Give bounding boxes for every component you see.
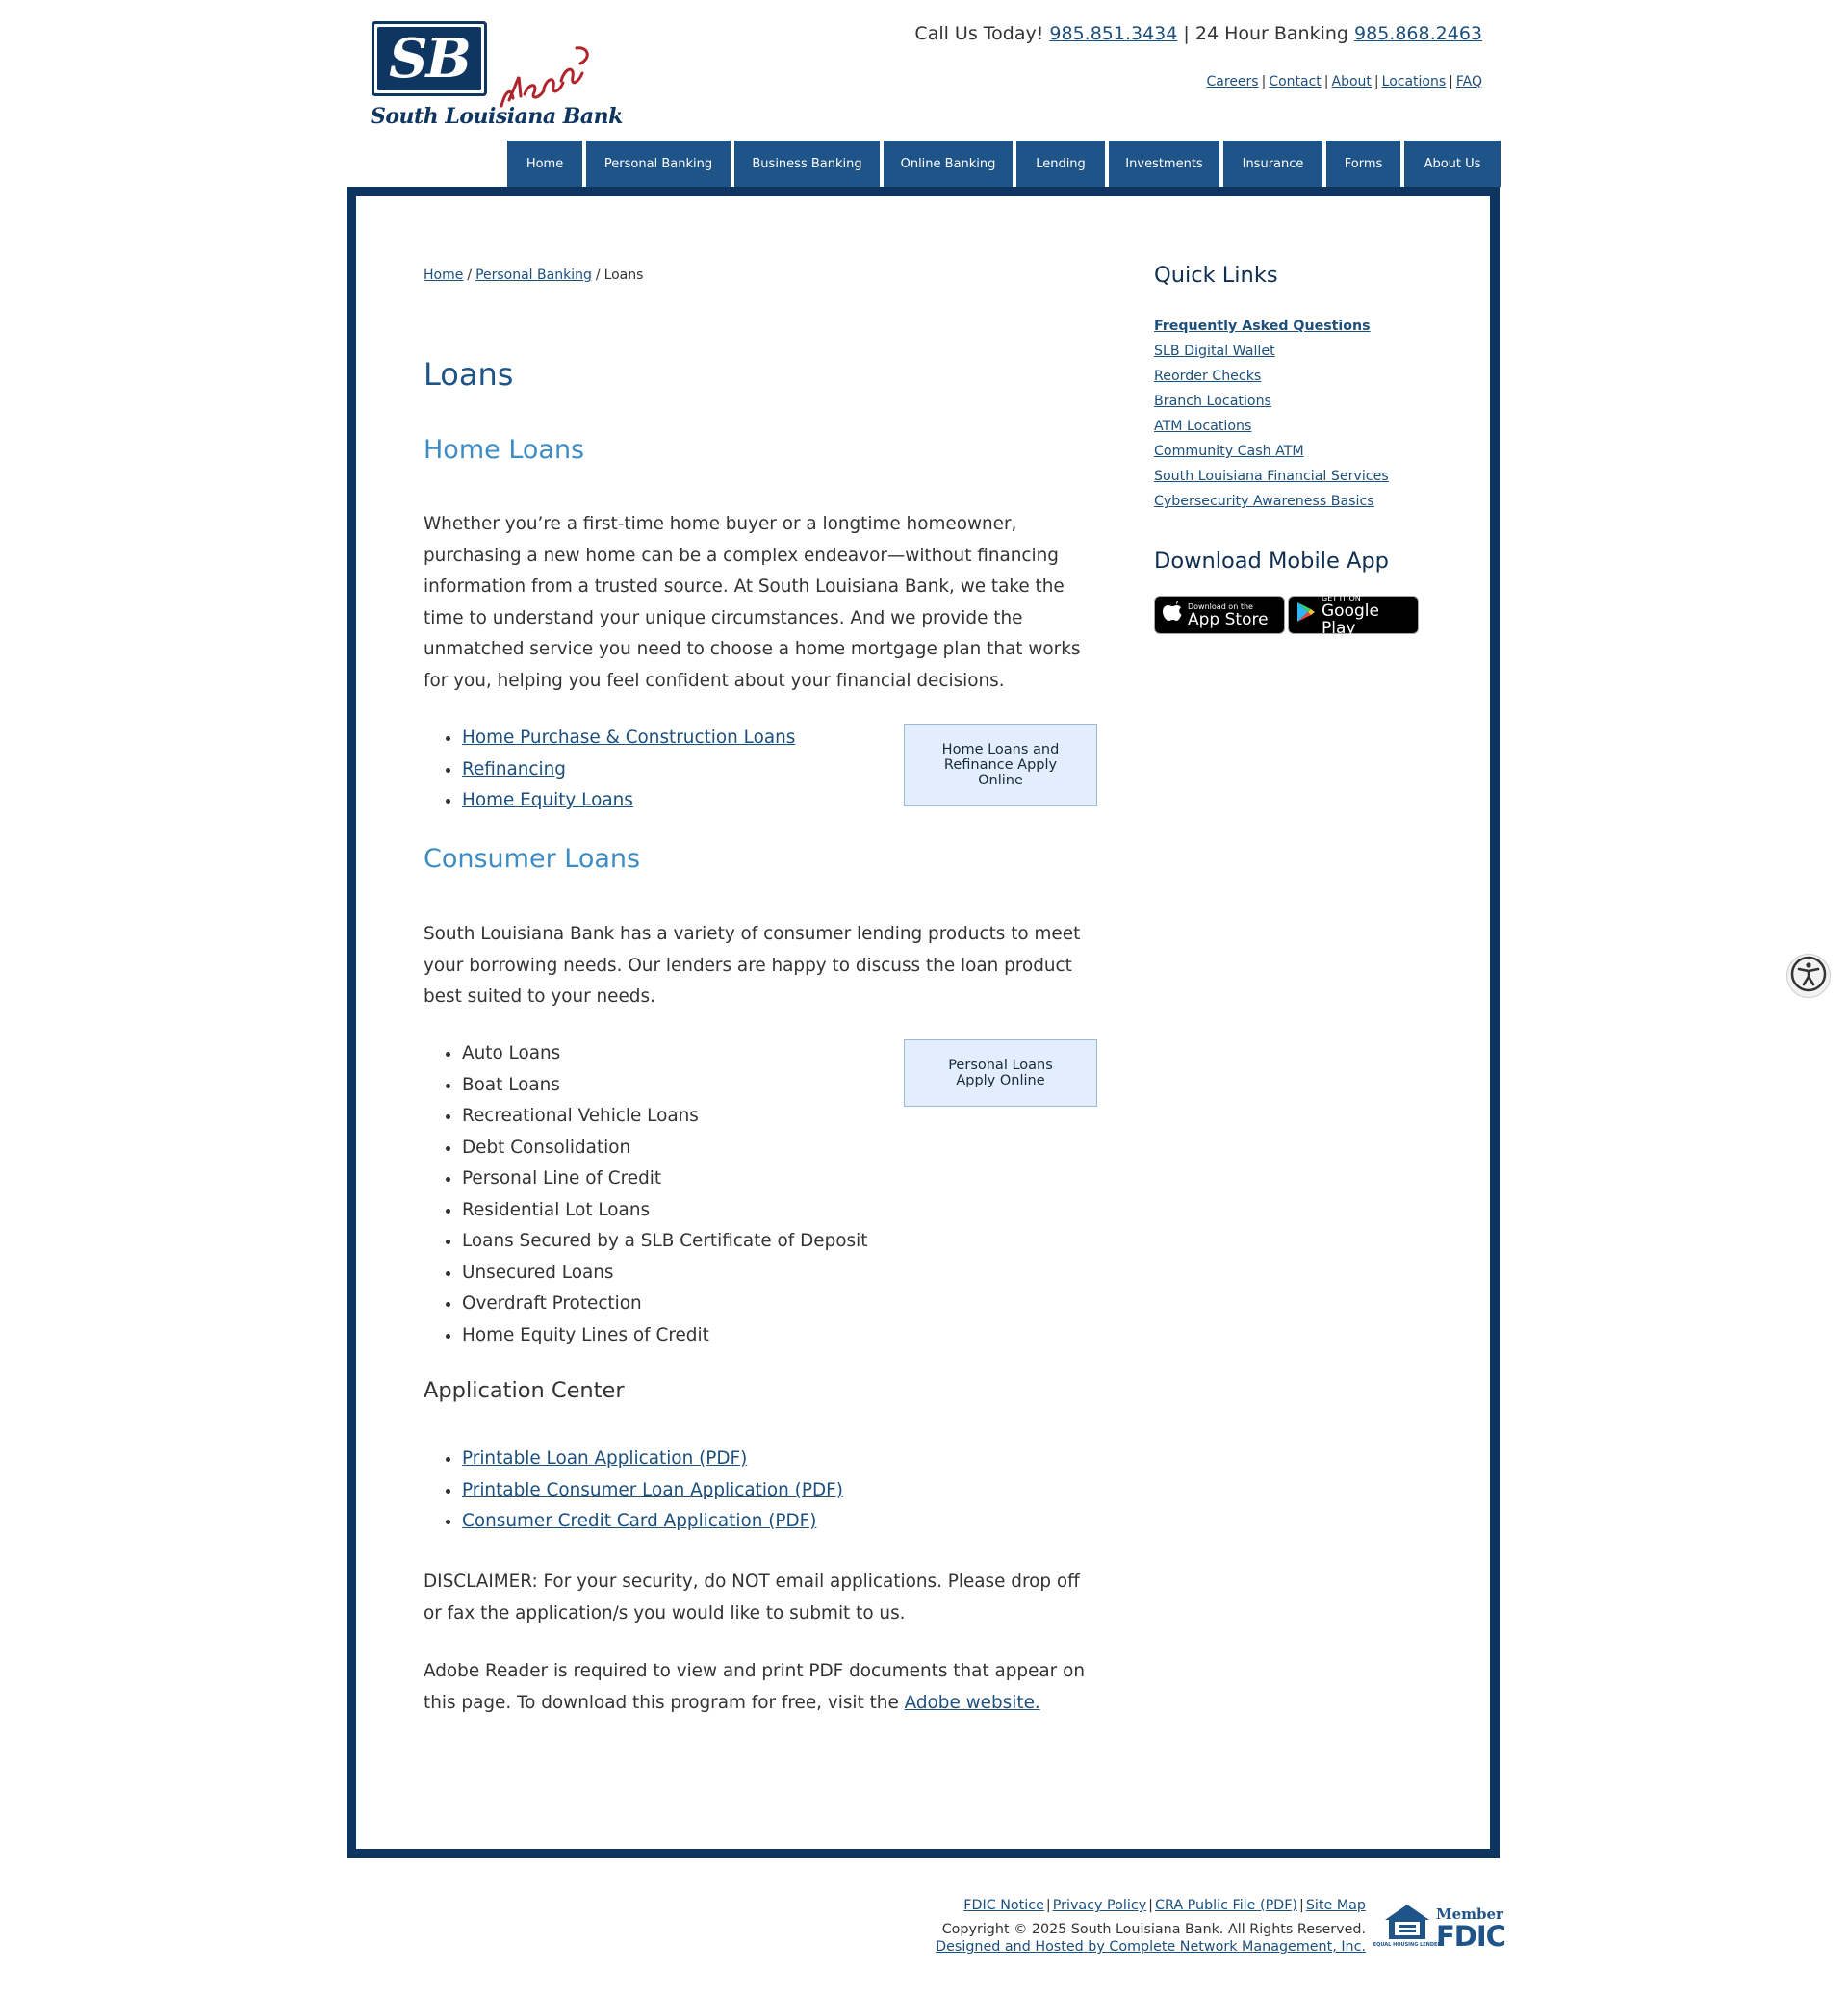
equal-housing-lender-icon	[1373, 1903, 1442, 1953]
list-item: • Recreational Vehicle Loans	[462, 1101, 867, 1133]
adobe-paragraph	[424, 1656, 1102, 1719]
footer-link-fdic-notice[interactable]: FDIC Notice	[963, 1898, 1044, 1913]
nav-item-lending[interactable]: Lending	[1016, 141, 1105, 187]
util-link-faq[interactable]: FAQ	[1455, 74, 1482, 89]
list-item	[1154, 464, 1389, 489]
application-center-heading: Application Center	[424, 1378, 625, 1403]
list-item	[1154, 339, 1389, 364]
list-item	[462, 1444, 843, 1475]
logo-monogram-box	[372, 21, 487, 96]
util-sep: |	[1261, 74, 1267, 89]
home-loans-apply-button[interactable]: Home Loans and Refinance Apply Online	[904, 724, 1097, 806]
consumer-loans-paragraph: South Louisiana Bank has a variety of consumer lending products to meet your borrowing needs. Our lenders are happy to discuss the loan product best suited to your needs.	[424, 924, 1081, 1007]
home-loans-list	[462, 723, 795, 817]
list-item: • Home Equity Lines of Credit	[462, 1320, 867, 1352]
ehl-label: EQUAL HOUSING LENDER	[1373, 1942, 1442, 1948]
call-number-link[interactable]: 985.851.3434	[1049, 23, 1178, 44]
utility-links	[1207, 74, 1482, 89]
apple-icon	[1163, 601, 1182, 629]
quick-link-community-cash-atm[interactable]: Community Cash ATM	[1154, 444, 1304, 459]
list-item: • Overdraft Protection	[462, 1289, 867, 1320]
util-sep: |	[1449, 74, 1453, 89]
google-play-icon	[1296, 601, 1316, 628]
fdic-member-logo	[1436, 1905, 1505, 1953]
list-item: • Unsecured Loans	[462, 1258, 867, 1290]
app-store-badge[interactable]	[1154, 596, 1285, 634]
footer-link-site-map[interactable]: Site Map	[1305, 1898, 1366, 1913]
app-store-small: Download on the	[1188, 601, 1253, 611]
download-app-heading: Download Mobile App	[1154, 549, 1389, 574]
quick-link-cybersecurity[interactable]: Cybersecurity Awareness Basics	[1154, 494, 1374, 509]
home-purchase-link[interactable]: Home Purchase & Construction Loans	[462, 728, 796, 748]
footer-links	[963, 1898, 1366, 1913]
util-sep: |	[1323, 74, 1329, 89]
breadcrumb-sep: /	[467, 268, 473, 283]
designed-by-link[interactable]: Designed and Hosted by Complete Network Management, Inc.	[936, 1939, 1366, 1955]
list-item	[462, 1506, 843, 1538]
main-nav	[507, 141, 1501, 187]
list-item: • Boat Loans	[462, 1070, 867, 1102]
list-item: • Residential Lot Loans	[462, 1195, 867, 1227]
logo-monogram: SB	[377, 27, 481, 90]
phone-divider: |	[1183, 23, 1190, 44]
call-label: Call Us Today!	[914, 23, 1044, 44]
list-item	[1154, 389, 1389, 414]
footer-sep: |	[1148, 1898, 1153, 1913]
app-store-text	[1188, 602, 1269, 628]
list-item	[462, 785, 795, 817]
nav-item-insurance[interactable]: Insurance	[1223, 141, 1322, 187]
list-item	[462, 754, 795, 786]
disclaimer-text: DISCLAIMER: For your security, do NOT email applications. Please drop off or fax the application/s you would like to submit to us.	[424, 1572, 1080, 1623]
list-item	[462, 723, 795, 754]
util-link-locations[interactable]: Locations	[1381, 74, 1447, 89]
app-store-big: App Store	[1188, 609, 1269, 629]
bank-logo[interactable]	[371, 19, 623, 133]
accessibility-icon	[1790, 956, 1827, 996]
util-link-about[interactable]: About	[1331, 74, 1372, 89]
footer-link-privacy-policy[interactable]: Privacy Policy	[1052, 1898, 1147, 1913]
adobe-website-link[interactable]: Adobe website.	[904, 1692, 1040, 1713]
nav-item-forms[interactable]: Forms	[1326, 141, 1400, 187]
footer-link-cra-public-file[interactable]: CRA Public File (PDF)	[1155, 1898, 1297, 1913]
quick-link-faq[interactable]: Frequently Asked Questions	[1154, 319, 1371, 334]
breadcrumb	[424, 268, 643, 283]
home-loans-heading: Home Loans	[424, 435, 585, 465]
copyright-text: Copyright © 2025 South Louisiana Bank. All Rights Reserved.	[941, 1922, 1366, 1937]
fdic-text: FDIC	[1436, 1920, 1505, 1953]
personal-loans-apply-button[interactable]: Personal Loans Apply Online	[904, 1039, 1097, 1107]
consumer-loan-application-pdf-link[interactable]: Printable Consumer Loan Application (PDF)	[462, 1479, 843, 1500]
list-item	[1154, 439, 1389, 464]
list-item	[1154, 364, 1389, 389]
quick-link-atm-locations[interactable]: ATM Locations	[1154, 419, 1252, 434]
consumer-loans-heading: Consumer Loans	[424, 844, 641, 874]
logo-wordmark: South Louisiana Bank	[371, 104, 623, 129]
google-play-text	[1322, 594, 1410, 637]
quick-link-branch-locations[interactable]: Branch Locations	[1154, 394, 1271, 409]
list-item	[1154, 314, 1389, 339]
list-item: • Debt Consolidation	[462, 1133, 867, 1164]
list-item: • Auto Loans	[462, 1038, 867, 1070]
page-title: Loans	[424, 356, 514, 393]
nav-item-about-us[interactable]: About Us	[1404, 141, 1501, 187]
accessibility-button[interactable]	[1786, 954, 1831, 998]
quick-links-list	[1154, 314, 1389, 514]
footer-sep: |	[1299, 1898, 1304, 1913]
nav-item-home[interactable]: Home	[507, 141, 582, 187]
google-play-badge[interactable]	[1288, 593, 1419, 638]
refinancing-link[interactable]: Refinancing	[462, 758, 566, 780]
credit-card-application-pdf-link[interactable]: Consumer Credit Card Application (PDF)	[462, 1511, 817, 1531]
banking-number-link[interactable]: 985.868.2463	[1354, 23, 1482, 44]
util-sep: |	[1373, 74, 1379, 89]
consumer-loans-list	[462, 1038, 867, 1351]
application-center-list	[462, 1444, 843, 1538]
quick-link-digital-wallet[interactable]: SLB Digital Wallet	[1154, 344, 1275, 359]
quick-link-reorder-checks[interactable]: Reorder Checks	[1154, 369, 1262, 384]
list-item	[1154, 414, 1389, 439]
list-item	[462, 1475, 843, 1507]
home-equity-link[interactable]: Home Equity Loans	[462, 790, 633, 810]
breadcrumb-current: Loans	[603, 268, 644, 283]
banking-label: 24 Hour Banking	[1194, 23, 1348, 44]
breadcrumb-home[interactable]: Home	[424, 268, 464, 283]
phone-line	[914, 23, 1482, 44]
nav-item-business-banking[interactable]: Business Banking	[734, 141, 880, 187]
list-item: • Personal Line of Credit	[462, 1163, 867, 1195]
adobe-text: Adobe Reader is required to view and print PDF documents that appear on this page. To download this program for free, visit the	[424, 1661, 1085, 1713]
home-loans-paragraph: Whether you’re a first-time home buyer or a longtime homeowner, purchasing a new home can be a complex endeavor—without financing information from a trusted source. At South Louisiana Bank, we take the time to understand your unique circumstances. And we provide the unmatched service you need to choose a home mortgage plan that works for you, helping you feel confident about your financial decisions.	[424, 514, 1081, 691]
nav-item-investments[interactable]: Investments	[1109, 141, 1219, 187]
google-play-small: GET IT ON	[1322, 593, 1361, 602]
fdic-member-text: Member	[1436, 1905, 1503, 1923]
footer-sep: |	[1045, 1898, 1051, 1913]
breadcrumb-sep: /	[595, 268, 601, 283]
list-item	[1154, 489, 1389, 514]
quick-links-heading: Quick Links	[1154, 263, 1278, 288]
breadcrumb-personal-banking[interactable]: Personal Banking	[475, 268, 592, 283]
nav-item-online-banking[interactable]: Online Banking	[884, 141, 1013, 187]
loan-application-pdf-link[interactable]: Printable Loan Application (PDF)	[462, 1448, 748, 1469]
nav-item-personal-banking[interactable]: Personal Banking	[586, 141, 731, 187]
google-play-big: Google Play	[1322, 601, 1379, 638]
list-item: • Loans Secured by a SLB Certificate of Deposit	[462, 1226, 867, 1258]
util-link-contact[interactable]: Contact	[1269, 74, 1322, 89]
quick-link-financial-services[interactable]: South Louisiana Financial Services	[1154, 469, 1389, 484]
util-link-careers[interactable]: Careers	[1206, 74, 1259, 89]
